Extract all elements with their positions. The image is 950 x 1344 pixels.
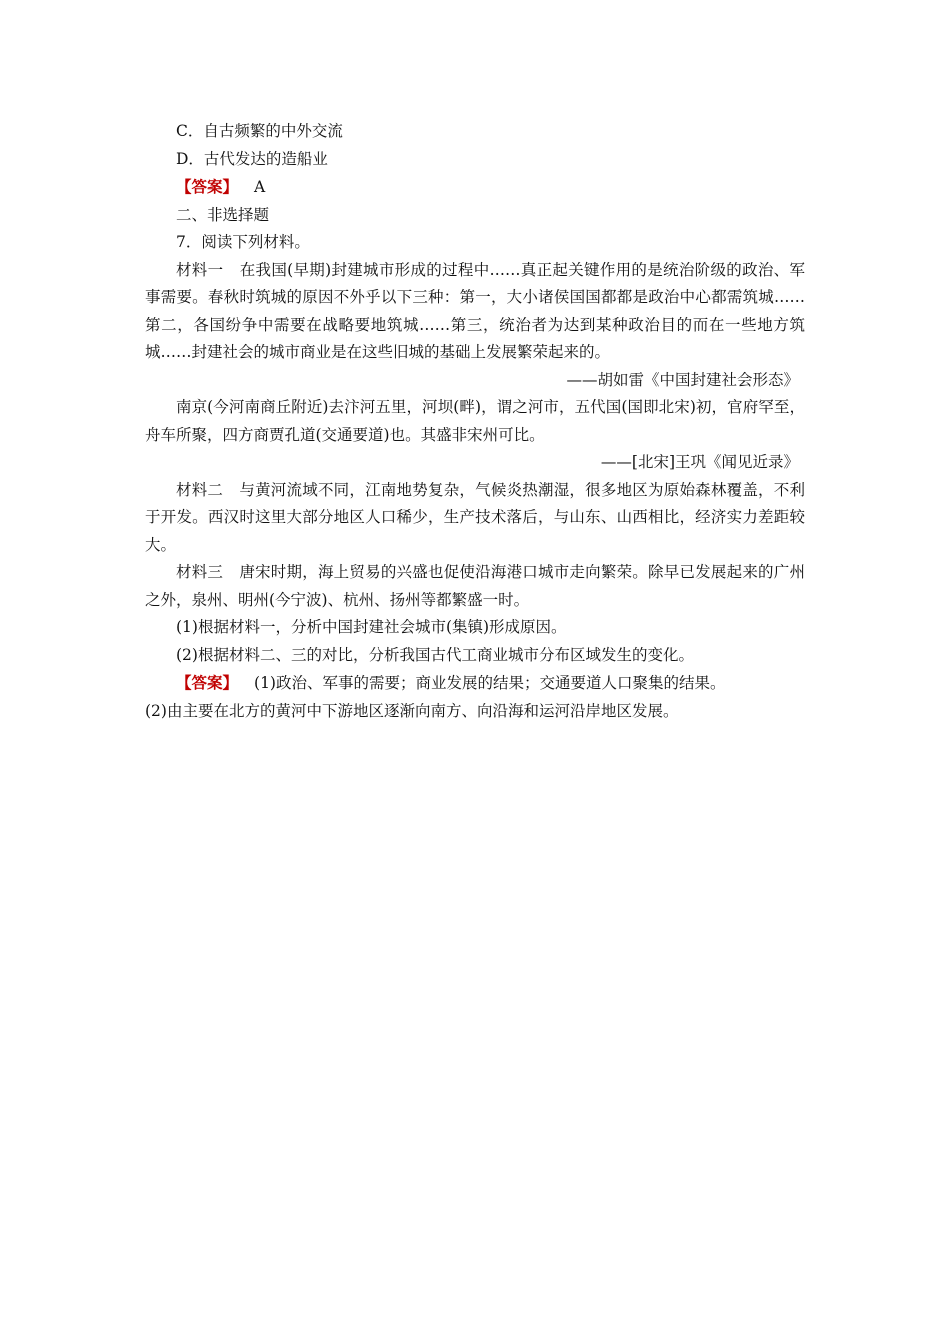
material-3-text: 唐宋时期，海上贸易的兴盛也促使沿海港口城市走向繁荣。除早已发展起来的广州之外，泉州、明州(今宁波)、杭州、扬州等都繁盛一时。: [145, 563, 805, 609]
material-2: [145, 477, 805, 560]
material-1-label: 材料一: [176, 260, 224, 279]
answer-block-2: [145, 669, 805, 698]
material-1b: 南京(今河南商丘附近)去汴河五里，河坝(畔)，谓之河市，五代国(国即北宋)初，官府罕至，舟车所聚，四方商贾孔道(交通要道)也。其盛非宋州可比。: [145, 398, 805, 444]
answer-tag: 【答案】: [176, 177, 239, 196]
material-2-label: 材料二: [176, 480, 224, 499]
material-3: [145, 559, 805, 614]
option-c: C．自古频繁的中外交流: [176, 122, 343, 140]
answer-tag-2: 【答案】: [176, 673, 239, 692]
material-1: [145, 257, 805, 367]
sub-question-2: (2)根据材料二、三的对比，分析我国古代工商业城市分布区域发生的变化。: [176, 645, 694, 664]
material-1b-source: ——[北宋]王巩《闻见近录》: [600, 453, 799, 471]
material-1-source: ——胡如雷《中国封建社会形态》: [566, 370, 799, 389]
answer-part-1: (1)政治、军事的需要；商业发展的结果；交通要道人口聚集的结果。: [254, 674, 726, 692]
answer-value: A: [254, 178, 266, 196]
material-2-text: 与黄河流域不同，江南地势复杂，气候炎热潮湿，很多地区为原始森林覆盖，不利于开发。西汉时这里大部分地区人口稀少，生产技术落后，与山东、山西相比，经济实力差距较大。: [145, 480, 805, 554]
option-d: D．古代发达的造船业: [176, 149, 328, 168]
material-1-text: 在我国(早期)封建城市形成的过程中……真正起关键作用的是统治阶级的政治、军事需要。春秋时筑城的原因不外乎以下三种：第一，大小诸侯国国都都是政治中心都需筑城……第二，各国纷争中需要在战略要地筑城……第三，统治者为达到某种政治目的而在一些地方筑城……封建社会的城市商业是在这些旧城的基础上发展繁荣起来的。: [145, 260, 805, 361]
sub-question-1: (1)根据材料一，分析中国封建社会城市(集镇)形成原因。: [176, 618, 567, 636]
answer-line-1: [145, 173, 805, 202]
section-title: 二、非选择题: [176, 205, 270, 224]
material-3-label: 材料三: [176, 563, 224, 581]
question-7-stem: 7．阅读下列材料。: [176, 233, 310, 251]
answer-part-2: (2)由主要在北方的黄河中下游地区逐渐向南方、向沿海和运河沿岸地区发展。: [145, 701, 679, 720]
document-page: [145, 118, 805, 725]
